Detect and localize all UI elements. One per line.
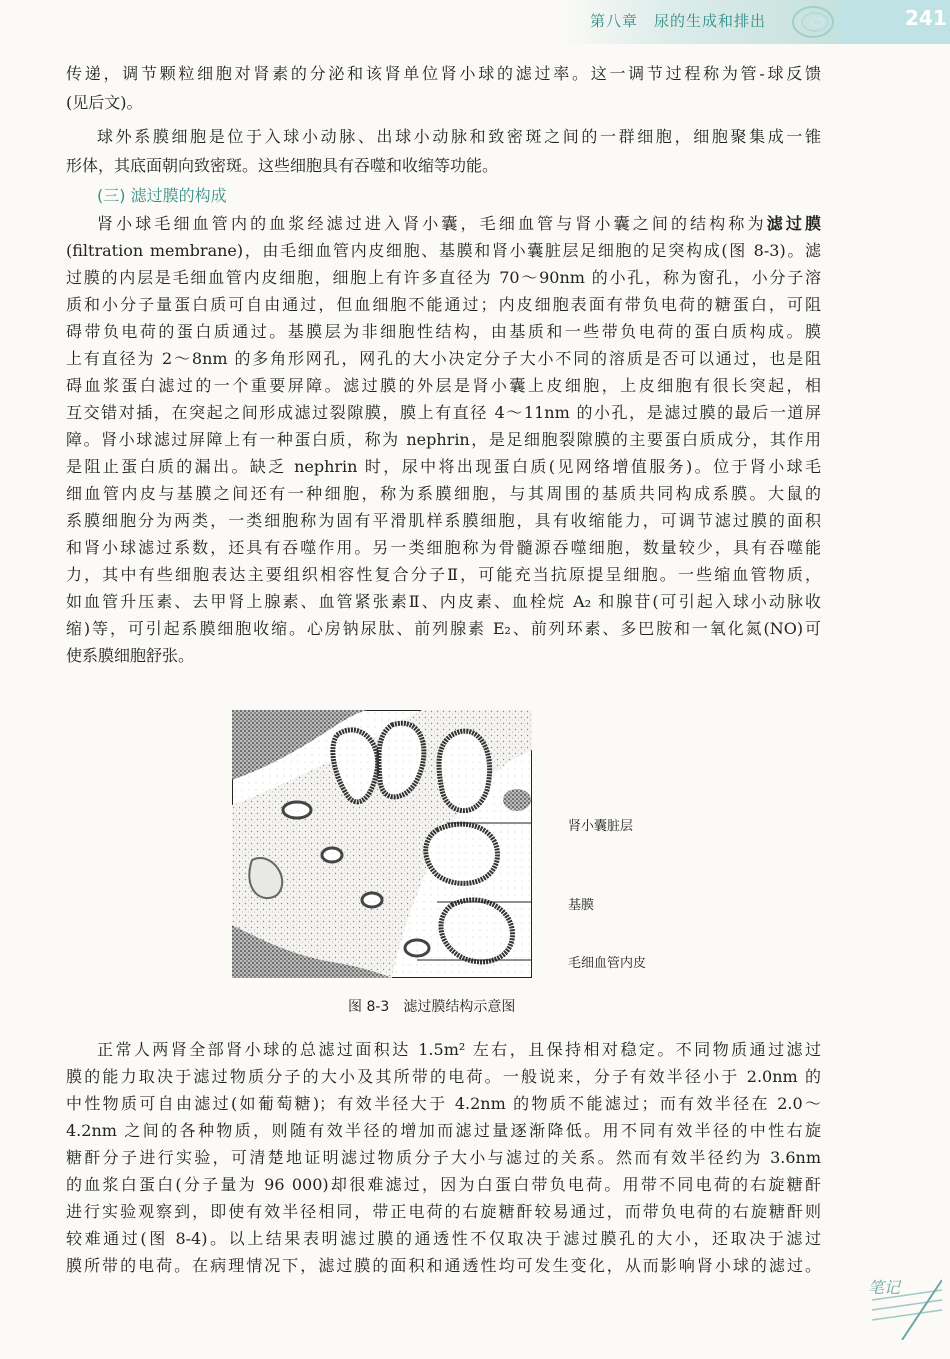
text-line: 较难通过(图 8-4)。以上结果表明滤过膜的通透性不仅取决于滤过膜孔的大小，还取决于滤过 (66, 1229, 821, 1248)
text-line: 上有直径为 2～8nm 的多角形网孔，网孔的大小决定分子大小不同的溶质是否可以通过，也是阻 (66, 349, 821, 368)
text-line: 中性物质可自由滤过(如葡萄糖)；有效半径大于 4.2nm 的物质不能滤过；而有效半径在 2.0～ (66, 1094, 821, 1113)
margin-notes-label: 笔记 (868, 1278, 901, 1297)
text-line: 系膜细胞分为两类，一类细胞称为固有平滑肌样系膜细胞，具有收缩能力，可调节滤过膜的面积 (66, 511, 821, 530)
swirl-ornament-icon (790, 2, 836, 42)
podocyte-foot-process (441, 900, 512, 962)
text-fragment: 肾小球毛细血管内的血浆经滤过进入肾小囊，毛细血管与肾小囊之间的结构称为 (97, 214, 767, 233)
text-line: 的血浆白蛋白(分子量为 96 000)却很难滤过，因为白蛋白带负电荷。用带不同电荷的右旋糖酐 (66, 1175, 821, 1194)
text-line: 膜所带的电荷。在病理情况下，滤过膜的面积和通透性均可发生变化，从而影响肾小球的滤过。 (66, 1256, 821, 1275)
text-line: 和肾小球滤过系数，还具有吞噬作用。另一类细胞称为骨髓源吞噬细胞，数量较少，具有吞噬能 (66, 538, 821, 557)
figure-filtration-membrane (232, 710, 532, 982)
text-line: 障。肾小球滤过屏障上有一种蛋白质，称为 nephrin，是足细胞裂隙膜的主要蛋白质成分，其作用 (66, 430, 821, 449)
text-line (97, 214, 821, 234)
filtration-membrane-illustration (232, 710, 532, 978)
text-line: 4.2nm 之间的各种物质，则随有效半径的增加而滤过量逐渐降低。用不同有效半径的中性右旋 (66, 1121, 821, 1140)
text-line: 进行实验观察到，即使有效半径相同，带正电荷的右旋糖酐较易通过，而带负电荷的右旋糖酐则 (66, 1202, 821, 1221)
key-term: 滤过膜 (766, 214, 821, 233)
label-capillary-endothelium: 毛细血管内皮 (568, 956, 647, 971)
endothelial-fenestra (405, 940, 429, 956)
text-line: (filtration membrane)，由毛细血管内皮细胞、基膜和肾小囊脏层足细胞的足突构成(图 8-3)。滤 (66, 241, 821, 260)
text-line: 如血管升压素、去甲肾上腺素、血管紧张素Ⅱ、内皮素、血栓烷 A₂ 和腺苷(可引起入球小动脉收 (66, 592, 821, 611)
label-podocyte-layer: 肾小囊脏层 (568, 819, 634, 834)
podocyte-foot-process (426, 824, 498, 883)
label-basement-membrane: 基膜 (568, 898, 595, 913)
text-line: 膜的能力取决于滤过物质分子的大小及其所带的电荷。一般说来，分子有效半径小于 2.0nm 的 (66, 1067, 821, 1086)
text-line: 形体，其底面朝向致密斑。这些细胞具有吞噬和收缩等功能。 (66, 156, 499, 175)
text-line: 质和小分子量蛋白质可自由通过，但血细胞不能通过；内皮细胞表面有带负电荷的糖蛋白，可阻 (66, 295, 821, 314)
text-line: 力，其中有些细胞表达主要组织相容性复合分子Ⅱ，可能充当抗原提呈细胞。一些缩血管物质， (66, 565, 821, 584)
chapter-title: 第八章 尿的生成和排出 (590, 12, 767, 30)
notes-lines-icon (862, 1270, 942, 1340)
section-heading: (三) 滤过膜的构成 (97, 186, 227, 205)
endothelial-fenestra (322, 848, 342, 862)
text-line: 是阻止蛋白质的漏出。缺乏 nephrin 时，尿中将出现蛋白质(见网络增值服务)。位于肾小球毛 (66, 457, 821, 476)
page-header (0, 0, 950, 44)
text-line: 缩)等，可引起系膜细胞收缩。心房钠尿肽、前列腺素 E₂、前列环素、多巴胺和一氧化氮(NO)可 (66, 619, 821, 638)
text-line: (见后文)。 (66, 93, 143, 112)
endothelial-fenestra (283, 802, 311, 818)
page-number: 241 (905, 6, 947, 30)
text-line: 细血管内皮与基膜之间还有一种细胞，称为系膜细胞，与其周围的基质共同构成系膜。大鼠的 (66, 484, 821, 503)
text-line: 糖酐分子进行实验，可清楚地证明滤过物质分子大小与滤过的关系。然而有效半径约为 3.6nm (66, 1148, 821, 1167)
figure-caption: 图 8-3 滤过膜结构示意图 (348, 999, 516, 1015)
text-line: 过膜的内层是毛细血管内皮细胞，细胞上有许多直径为 70～90nm 的小孔，称为窗孔，小分子溶 (66, 268, 821, 287)
text-line: 互交错对插，在突起之间形成滤过裂隙膜，膜上有直径 4～11nm 的小孔，是滤过膜的最后一道屏 (66, 403, 821, 422)
text-line: 球外系膜细胞是位于入球小动脉、出球小动脉和致密斑之间的一群细胞，细胞聚集成一锥 (97, 127, 821, 146)
endothelial-fenestra (362, 893, 382, 907)
text-line: 碍带负电荷的蛋白质通过。基膜层为非细胞性结构，由基质和一些带负电荷的蛋白质构成。膜 (66, 322, 821, 341)
text-line: 传递，调节颗粒细胞对肾素的分泌和该肾单位肾小球的滤过率。这一调节过程称为管-球反馈 (66, 64, 821, 83)
cell-granule (503, 789, 531, 811)
text-line: 碍血浆蛋白滤过的一个重要屏障。滤过膜的外层是肾小囊上皮细胞，上皮细胞有很长突起，相 (66, 376, 821, 395)
text-line: 使系膜细胞舒张。 (66, 646, 195, 665)
text-line: 正常人两肾全部肾小球的总滤过面积达 1.5m² 左右，且保持相对稳定。不同物质通过滤过 (97, 1040, 821, 1059)
podocyte-foot-process (439, 731, 490, 811)
